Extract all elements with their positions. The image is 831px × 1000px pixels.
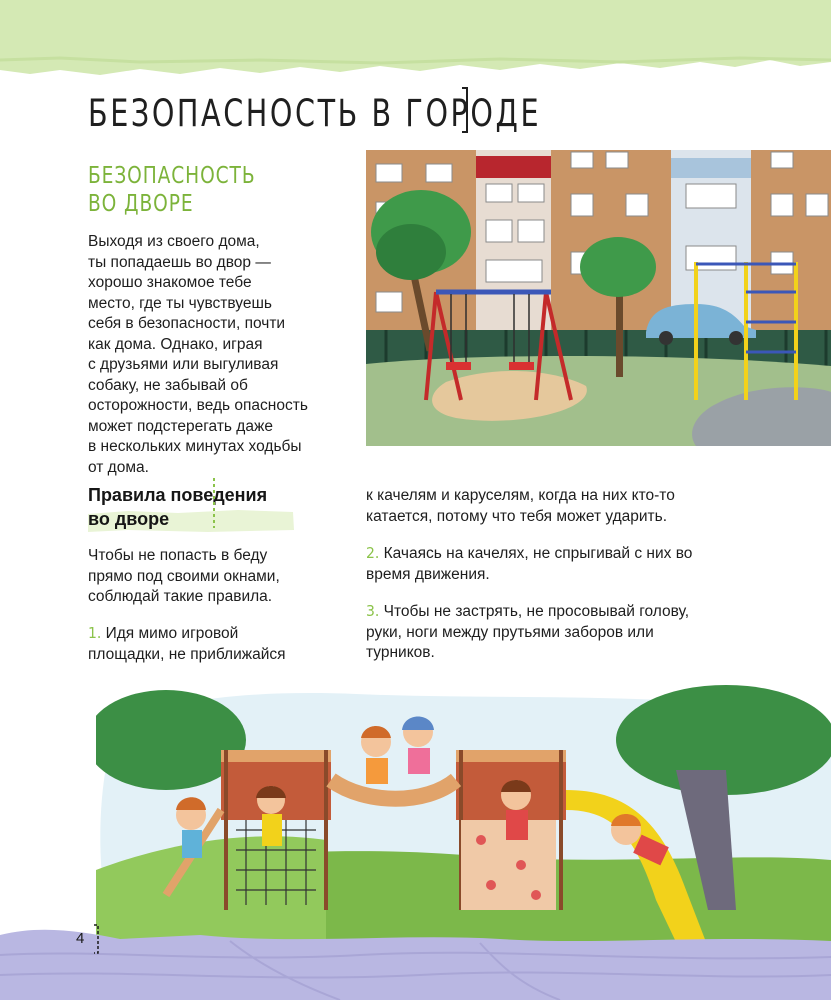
rules-heading-line1: Правила поведения — [88, 485, 268, 505]
intro-line: с друзьями или выгуливая — [88, 356, 279, 373]
rule-line: Качаясь на качелях, не спрыгивай с них во — [383, 545, 693, 562]
section-heading-line1: БЕЗОПАСНОСТЬ — [88, 163, 256, 189]
rule-line: руки, ноги между прутьями заборов или — [366, 623, 654, 641]
rules-dashed-decoration — [208, 478, 216, 538]
rules-heading — [88, 483, 267, 531]
rule-line: к качелям и каруселям, когда на них кто-то — [366, 487, 675, 504]
rule-item-3 — [366, 601, 806, 664]
yard-with-swings-illustration — [366, 142, 831, 446]
top-decorative-band — [0, 0, 831, 80]
intro-line: может подстерегать даже — [88, 417, 273, 435]
intro-line: себя в безопасности, почти — [88, 315, 286, 332]
section-heading — [88, 162, 268, 218]
rule-line: Идя мимо игровой — [105, 625, 239, 642]
page-number-bracket — [92, 924, 100, 954]
rule-item-1 — [88, 623, 348, 665]
intro-line: собаку, не забывай об — [88, 376, 248, 394]
rules-lead — [88, 546, 348, 608]
rule-item-1-continued — [366, 486, 806, 527]
rule-item-2 — [366, 543, 806, 585]
page-title: БЕЗОПАСНОСТЬ В ГОРОДЕ — [88, 92, 542, 135]
rule-line: турников. — [366, 644, 435, 661]
intro-line: место, где ты чувствуешь — [88, 294, 272, 312]
intro-line: Выходя из своего дома, — [88, 233, 260, 250]
intro-line: в нескольких минутах ходьбы — [88, 438, 302, 455]
intro-line: осторожности, ведь опасность — [88, 397, 308, 414]
rule-number-1: 1. — [88, 624, 102, 642]
intro-line: от дома. — [88, 458, 149, 476]
intro-line: как дома. Однако, играя — [88, 335, 263, 353]
rule-line: время движения. — [366, 565, 490, 583]
page-number: 4 — [76, 930, 85, 947]
section-heading-line2: ВО ДВОРЕ — [88, 191, 194, 217]
title-bracket-decoration — [460, 86, 470, 134]
rules-lead-line: соблюдай такие правила. — [88, 588, 273, 605]
rule-line: Чтобы не застрять, не просовывай голову, — [383, 603, 690, 620]
rule-number-2: 2. — [366, 544, 380, 562]
rules-lead-line: Чтобы не попасть в беду — [88, 547, 268, 564]
intro-line: хорошо знакомое тебе — [88, 274, 252, 291]
rule-number-3: 3. — [366, 602, 380, 620]
intro-paragraph — [88, 232, 358, 478]
rules-lead-line: прямо под своими окнами, — [88, 567, 280, 585]
intro-line: ты попадаешь во двор — — [88, 253, 271, 271]
bottom-decorative-band — [0, 905, 831, 1000]
rules-heading-line2: во дворе — [88, 509, 170, 529]
rule-line: катается, потому что тебя может ударить. — [366, 507, 668, 525]
rule-line: площадки, не приближайся — [88, 645, 286, 663]
rules-heading-box — [88, 480, 298, 530]
